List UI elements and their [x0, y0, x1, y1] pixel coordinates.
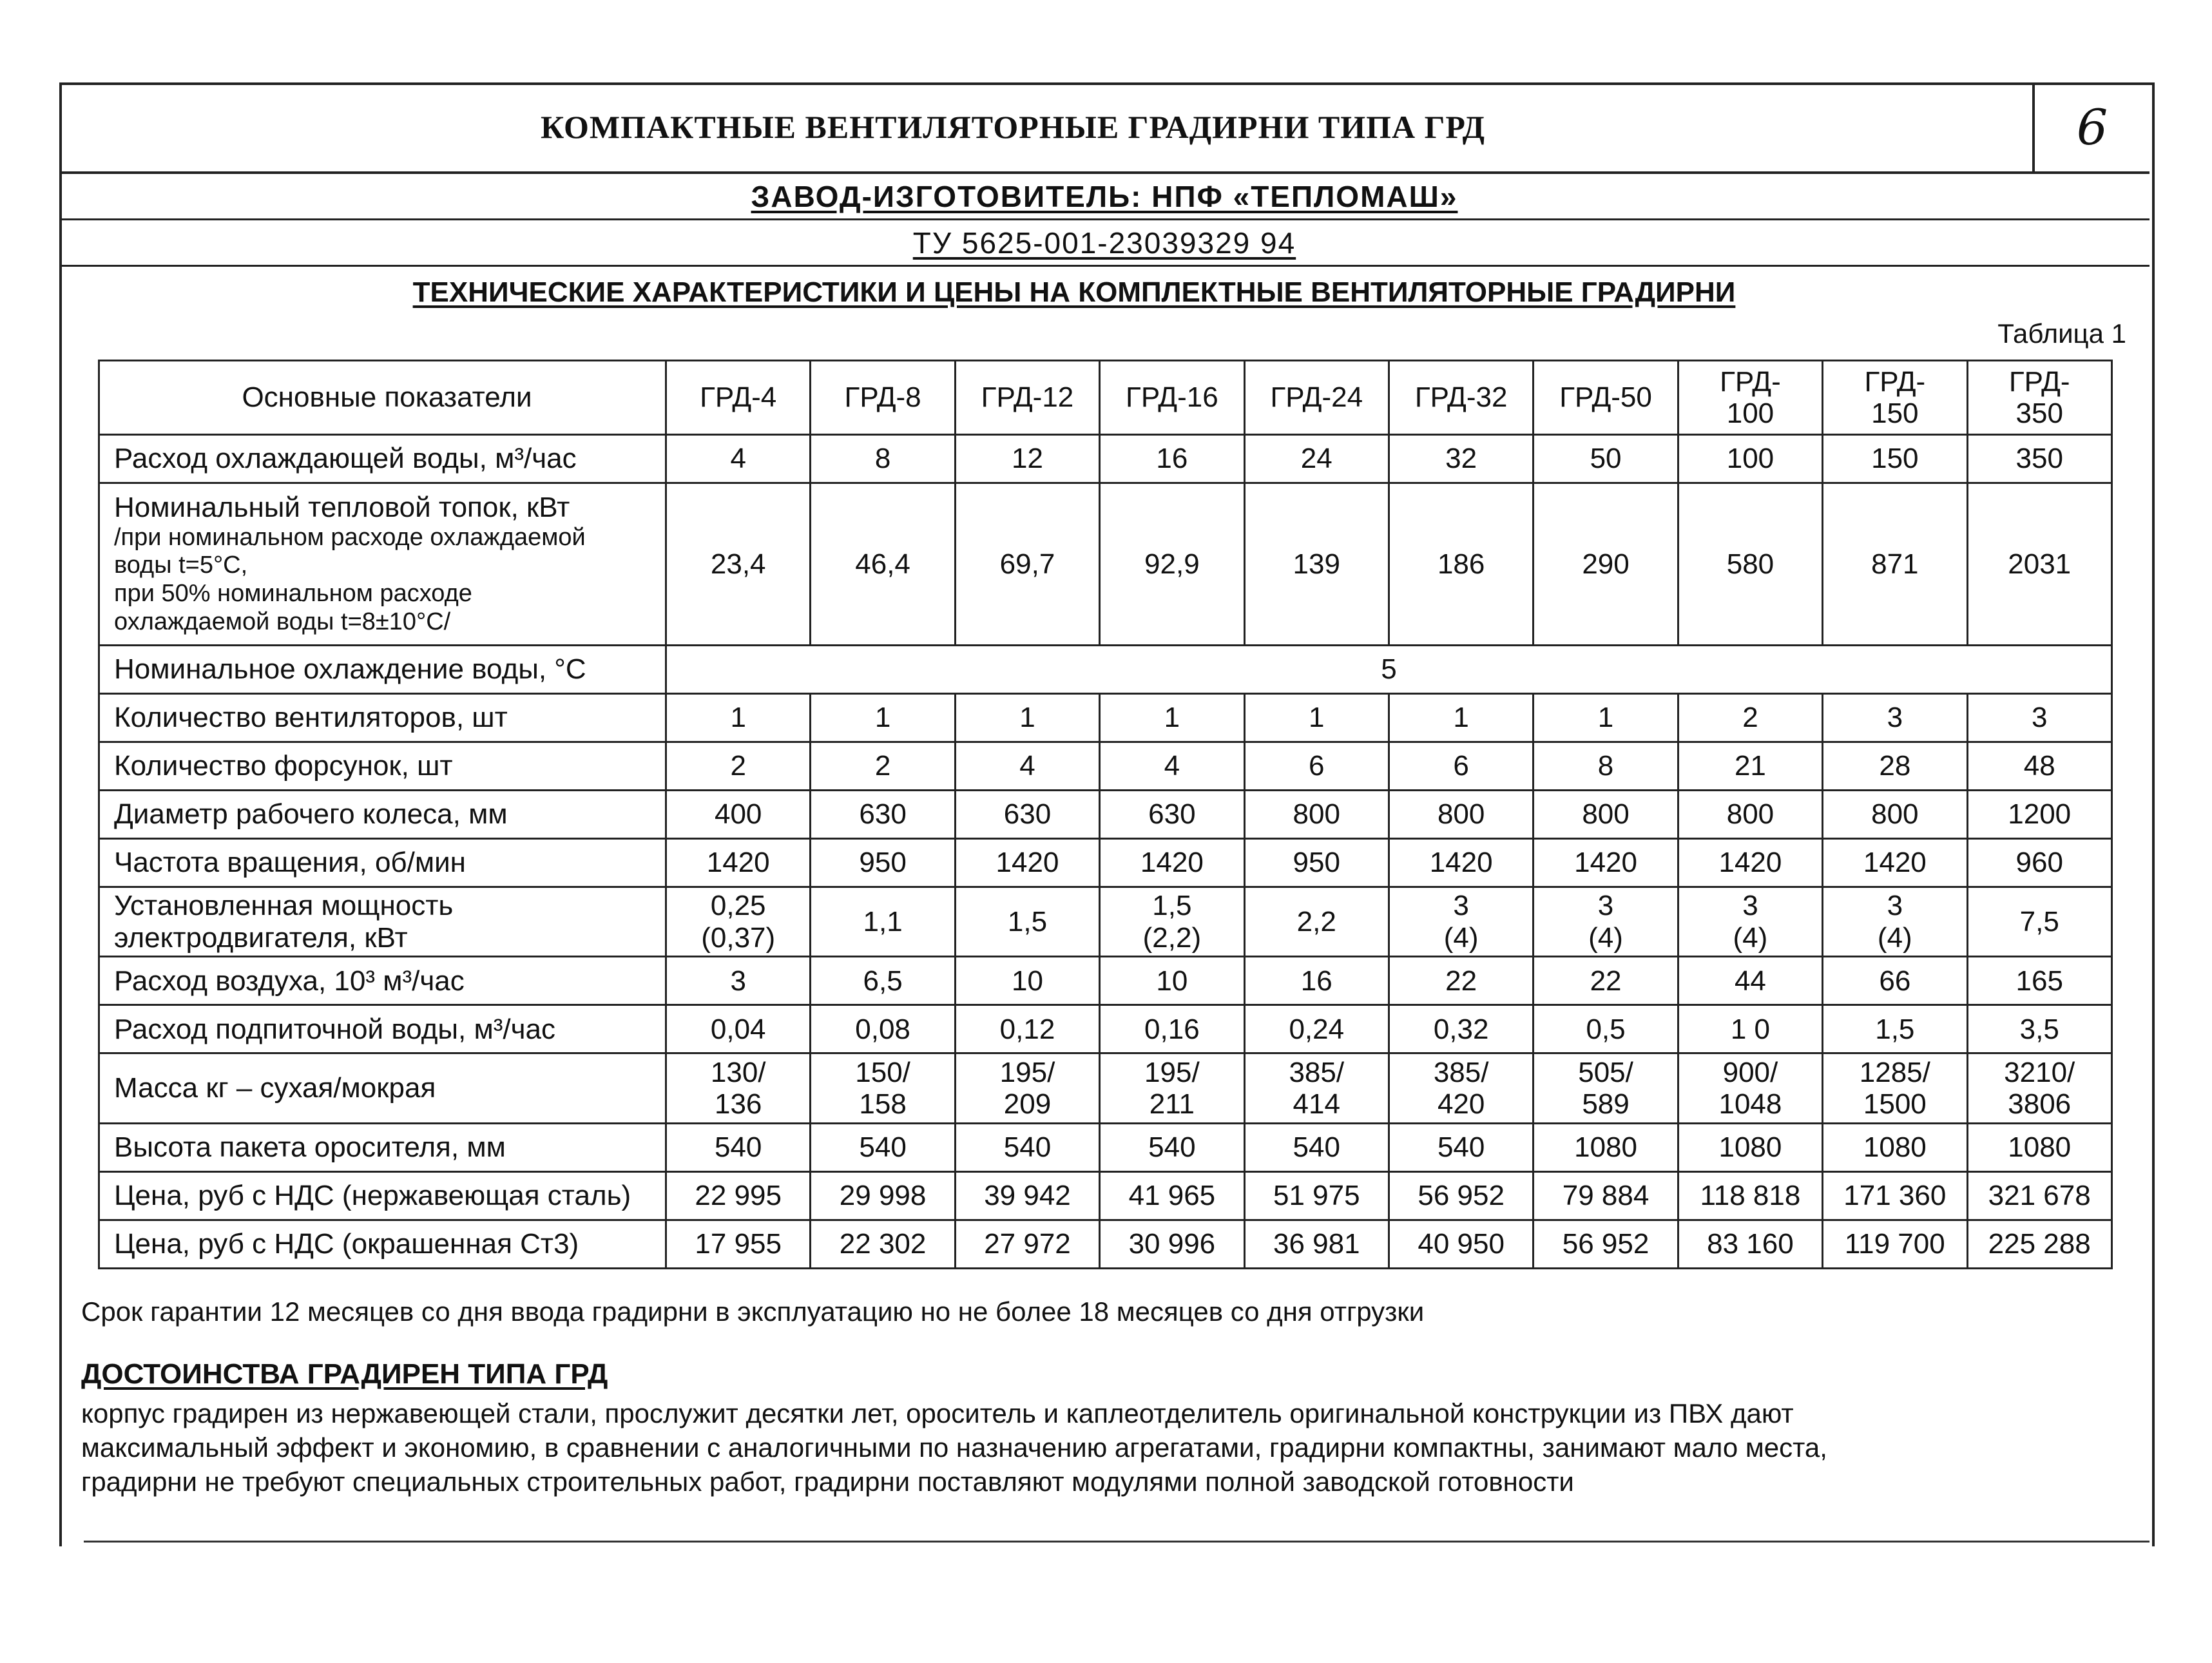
table-cell: 23,4: [666, 483, 811, 645]
table-cell: 29 998: [811, 1171, 955, 1220]
table-cell: 800: [1678, 790, 1822, 838]
table-row: [99, 742, 2112, 790]
table-cell: 2: [1678, 693, 1822, 742]
table-cell: 92,9: [1100, 483, 1244, 645]
table-cell: 16: [1100, 434, 1244, 483]
table-cell: 540: [1100, 1123, 1244, 1171]
table-cell: 1: [1389, 693, 1533, 742]
table-cell: 3 (4): [1534, 887, 1678, 957]
table-cell: 4: [1100, 742, 1244, 790]
table-cell: 130/ 136: [666, 1053, 811, 1123]
table-cell: 350: [1967, 434, 2111, 483]
table-cell: 66: [1823, 957, 1967, 1005]
table-cell: 960: [1967, 838, 2111, 887]
table-cell: 30 996: [1100, 1220, 1244, 1268]
table-cell: 36 981: [1244, 1220, 1389, 1268]
table-cell: 1 0: [1678, 1005, 1822, 1053]
table-cell: 0,5: [1534, 1005, 1678, 1053]
table-cell: 6: [1389, 742, 1533, 790]
table-cell: 1080: [1967, 1123, 2111, 1171]
row-label: Количество форсунок, шт: [99, 742, 666, 790]
table-row: [99, 1171, 2112, 1220]
table-cell: 1: [666, 693, 811, 742]
column-header: ГРД- 150: [1823, 361, 1967, 435]
table-cell: 321 678: [1967, 1171, 2111, 1220]
column-header: ГРД-8: [811, 361, 955, 435]
table-cell: 150/ 158: [811, 1053, 955, 1123]
table-cell: 1420: [1534, 838, 1678, 887]
table-cell: 8: [1534, 742, 1678, 790]
manufacturer-band: [59, 174, 2149, 220]
table-cell: 139: [1244, 483, 1389, 645]
row-label: Цена, руб с НДС (окрашенная Ст3): [99, 1220, 666, 1268]
table-cell: 0,32: [1389, 1005, 1533, 1053]
manufacturer-text: ЗАВОД-ИЗГОТОВИТЕЛЬ: НПФ «ТЕПЛОМАШ»: [751, 179, 1458, 213]
row-label: Номинальное охлаждение воды, °С: [99, 645, 666, 693]
row-label-line: при 50% номинальном расходе: [114, 579, 472, 607]
table-cell: 1,1: [811, 887, 955, 957]
table-cell: 44: [1678, 957, 1822, 1005]
table-cell: 165: [1967, 957, 2111, 1005]
table-row: [99, 1053, 2112, 1123]
table-cell: 16: [1244, 957, 1389, 1005]
table-cell: 1420: [955, 838, 1099, 887]
column-header: ГРД-12: [955, 361, 1099, 435]
table-cell: 2,2: [1244, 887, 1389, 957]
table-cell: 0,12: [955, 1005, 1099, 1053]
table-label: Таблица 1: [1997, 318, 2126, 349]
table-cell: 51 975: [1244, 1171, 1389, 1220]
table-row: [99, 838, 2112, 887]
table-cell: 1420: [1823, 838, 1967, 887]
table-cell: 22 995: [666, 1171, 811, 1220]
table-cell: 6,5: [811, 957, 955, 1005]
table-cell: 56 952: [1534, 1220, 1678, 1268]
row-label: Расход охлаждающей воды, м³/час: [99, 434, 666, 483]
row-label: Масса кг – сухая/мокрая: [99, 1053, 666, 1123]
table-cell: 171 360: [1823, 1171, 1967, 1220]
row-label: Расход воздуха, 10³ м³/час: [99, 957, 666, 1005]
table-cell: 1080: [1534, 1123, 1678, 1171]
table-cell: 41 965: [1100, 1171, 1244, 1220]
column-header: ГРД- 100: [1678, 361, 1822, 435]
table-cell: 540: [1244, 1123, 1389, 1171]
table-cell: 1420: [1100, 838, 1244, 887]
table-cell: 100: [1678, 434, 1822, 483]
table-cell: 1: [811, 693, 955, 742]
table-cell: 22: [1389, 957, 1533, 1005]
table-cell: 540: [811, 1123, 955, 1171]
table-cell: 580: [1678, 483, 1822, 645]
table-cell: 1: [955, 693, 1099, 742]
table-cell: 21: [1678, 742, 1822, 790]
table-cell: 950: [811, 838, 955, 887]
table-cell: 1420: [666, 838, 811, 887]
table-cell: 7,5: [1967, 887, 2111, 957]
table-cell: 3210/ 3806: [1967, 1053, 2111, 1123]
column-header: ГРД-32: [1389, 361, 1533, 435]
column-header: ГРД- 350: [1967, 361, 2111, 435]
row-label: Высота пакета оросителя, мм: [99, 1123, 666, 1171]
warranty-note: Срок гарантии 12 месяцев со дня ввода градирни в эксплуатацию но не более 18 месяцев со дня отгрузки: [81, 1296, 1425, 1327]
table-cell: 24: [1244, 434, 1389, 483]
table-cell: 6: [1244, 742, 1389, 790]
row-label: Количество вентиляторов, шт: [99, 693, 666, 742]
table-row: [99, 1123, 2112, 1171]
table-cell: 69,7: [955, 483, 1099, 645]
table-cell: 1080: [1678, 1123, 1822, 1171]
table-cell: 1,5 (2,2): [1100, 887, 1244, 957]
table-header-row: [99, 361, 2112, 435]
advantages-text: [81, 1397, 2130, 1499]
table-cell: 10: [955, 957, 1099, 1005]
table-cell: 48: [1967, 742, 2111, 790]
title-band: [59, 82, 2149, 174]
table-cell: 40 950: [1389, 1220, 1533, 1268]
bottom-rule: [84, 1541, 2149, 1543]
table-cell: 22 302: [811, 1220, 955, 1268]
table-row: [99, 887, 2112, 957]
table-cell: 8: [811, 434, 955, 483]
table-cell: 3: [666, 957, 811, 1005]
table-row: [99, 1005, 2112, 1053]
table-cell: 290: [1534, 483, 1678, 645]
table-cell: 900/ 1048: [1678, 1053, 1822, 1123]
advantages-line: максимальный эффект и экономию, в сравнении с аналогичными по назначению агрегатами, градирни компактны, занимают мало места,: [81, 1432, 1827, 1463]
table-cell: 800: [1244, 790, 1389, 838]
table-cell: 186: [1389, 483, 1533, 645]
advantages-line: градирни не требуют специальных строительных работ, градирни поставляют модулями полной заводской готовности: [81, 1466, 1574, 1497]
table-row: [99, 483, 2112, 645]
table-cell: 1420: [1678, 838, 1822, 887]
table-cell: 385/ 414: [1244, 1053, 1389, 1123]
table-cell: 27 972: [955, 1220, 1099, 1268]
table-cell: 46,4: [811, 483, 955, 645]
advantages-heading-text: ДОСТОИНСТВА ГРАДИРЕН ТИПА ГРД: [81, 1358, 608, 1390]
table-cell: 1: [1534, 693, 1678, 742]
table-cell: 0,08: [811, 1005, 955, 1053]
table-cell: 1420: [1389, 838, 1533, 887]
table-cell: 871: [1823, 483, 1967, 645]
table-cell: 505/ 589: [1534, 1053, 1678, 1123]
table-cell: 1285/ 1500: [1823, 1053, 1967, 1123]
table-cell: 1,5: [1823, 1005, 1967, 1053]
section-title: [59, 269, 2089, 316]
row-label: Частота вращения, об/мин: [99, 838, 666, 887]
page-title: КОМПАКТНЫЕ ВЕНТИЛЯТОРНЫЕ ГРАДИРНИ ТИПА ГРД: [540, 109, 1486, 145]
table-cell: 28: [1823, 742, 1967, 790]
advantages-line: корпус градирен из нержавеющей стали, прослужит десятки лет, ороситель и каплеотделитель оригинальной конструкции из ПВХ дают: [81, 1398, 1794, 1428]
table-cell: 950: [1244, 838, 1389, 887]
tu-band: [59, 220, 2149, 267]
table-cell: 0,24: [1244, 1005, 1389, 1053]
table-cell: 32: [1389, 434, 1533, 483]
column-header: ГРД-50: [1534, 361, 1678, 435]
column-header: ГРД-16: [1100, 361, 1244, 435]
table-cell: 17 955: [666, 1220, 811, 1268]
table-cell: 1,5: [955, 887, 1099, 957]
table-cell: 2: [811, 742, 955, 790]
table-cell: 83 160: [1678, 1220, 1822, 1268]
advantages-heading: [81, 1358, 608, 1390]
table-cell: 39 942: [955, 1171, 1099, 1220]
table-cell: 800: [1534, 790, 1678, 838]
row-label-line: охлаждаемой воды t=8±10°С/: [114, 608, 451, 635]
table-row: [99, 1220, 2112, 1268]
table-cell: 2: [666, 742, 811, 790]
row-label: Цена, руб с НДС (нержавеющая сталь): [99, 1171, 666, 1220]
spec-table: [98, 360, 2113, 1269]
table-cell: 50: [1534, 434, 1678, 483]
table-cell: 0,04: [666, 1005, 811, 1053]
row-label: [99, 483, 666, 645]
table-cell: 1200: [1967, 790, 2111, 838]
table-cell: 4: [955, 742, 1099, 790]
table-cell: 79 884: [1534, 1171, 1678, 1220]
row-label-line: Номинальный тепловой топок, кВт: [114, 492, 570, 524]
table-cell: 800: [1389, 790, 1533, 838]
table-cell: 540: [955, 1123, 1099, 1171]
table-cell: 400: [666, 790, 811, 838]
row-label-line: /при номинальном расходе охлаждаемой: [114, 523, 586, 551]
page-number: 6: [2032, 82, 2149, 171]
table-cell: 3: [1967, 693, 2111, 742]
column-header: ГРД-24: [1244, 361, 1389, 435]
table-cell: 630: [955, 790, 1099, 838]
table-row: [99, 790, 2112, 838]
row-label: Расход подпиточной воды, м³/час: [99, 1005, 666, 1053]
table-cell: 540: [1389, 1123, 1533, 1171]
table-cell: 0,25 (0,37): [666, 887, 811, 957]
table-cell: 1: [1100, 693, 1244, 742]
table-cell: 1080: [1823, 1123, 1967, 1171]
table-cell: 540: [666, 1123, 811, 1171]
table-cell: 385/ 420: [1389, 1053, 1533, 1123]
table-cell: 22: [1534, 957, 1678, 1005]
table-cell: 12: [955, 434, 1099, 483]
table-row: [99, 434, 2112, 483]
table-cell: 800: [1823, 790, 1967, 838]
section-title-text: ТЕХНИЧЕСКИЕ ХАРАКТЕРИСТИКИ И ЦЕНЫ НА КОМПЛЕКТНЫЕ ВЕНТИЛЯТОРНЫЕ ГРАДИРНИ: [412, 276, 1736, 308]
column-header: ГРД-4: [666, 361, 811, 435]
table-cell: 195/ 211: [1100, 1053, 1244, 1123]
table-cell: 225 288: [1967, 1220, 2111, 1268]
table-cell: 119 700: [1823, 1220, 1967, 1268]
table-cell: 3 (4): [1389, 887, 1533, 957]
table-cell: 2031: [1967, 483, 2111, 645]
table-cell: 118 818: [1678, 1171, 1822, 1220]
table-cell: 0,16: [1100, 1005, 1244, 1053]
table-row: [99, 693, 2112, 742]
row-label: Установленная мощность электродвигателя, кВт: [99, 887, 666, 957]
table-row: [99, 957, 2112, 1005]
table-cell: 4: [666, 434, 811, 483]
table-cell: 3,5: [1967, 1005, 2111, 1053]
row-label-line: воды t=5°С,: [114, 552, 248, 579]
row-label: Диаметр рабочего колеса, мм: [99, 790, 666, 838]
table-cell: 195/ 209: [955, 1053, 1099, 1123]
table-cell: 3 (4): [1678, 887, 1822, 957]
table-cell: 630: [811, 790, 955, 838]
table-cell: 1: [1244, 693, 1389, 742]
table-cell: 630: [1100, 790, 1244, 838]
spec-table-body: [99, 361, 2112, 1269]
table-cell: 10: [1100, 957, 1244, 1005]
table-cell: 56 952: [1389, 1171, 1533, 1220]
tu-text: ТУ 5625-001-23039329 94: [912, 226, 1296, 260]
table-cell: 3: [1823, 693, 1967, 742]
table-row: [99, 645, 2112, 693]
table-cell: 5: [666, 645, 2112, 693]
column-header: Основные показатели: [99, 361, 666, 435]
table-cell: 150: [1823, 434, 1967, 483]
table-cell: 3 (4): [1823, 887, 1967, 957]
